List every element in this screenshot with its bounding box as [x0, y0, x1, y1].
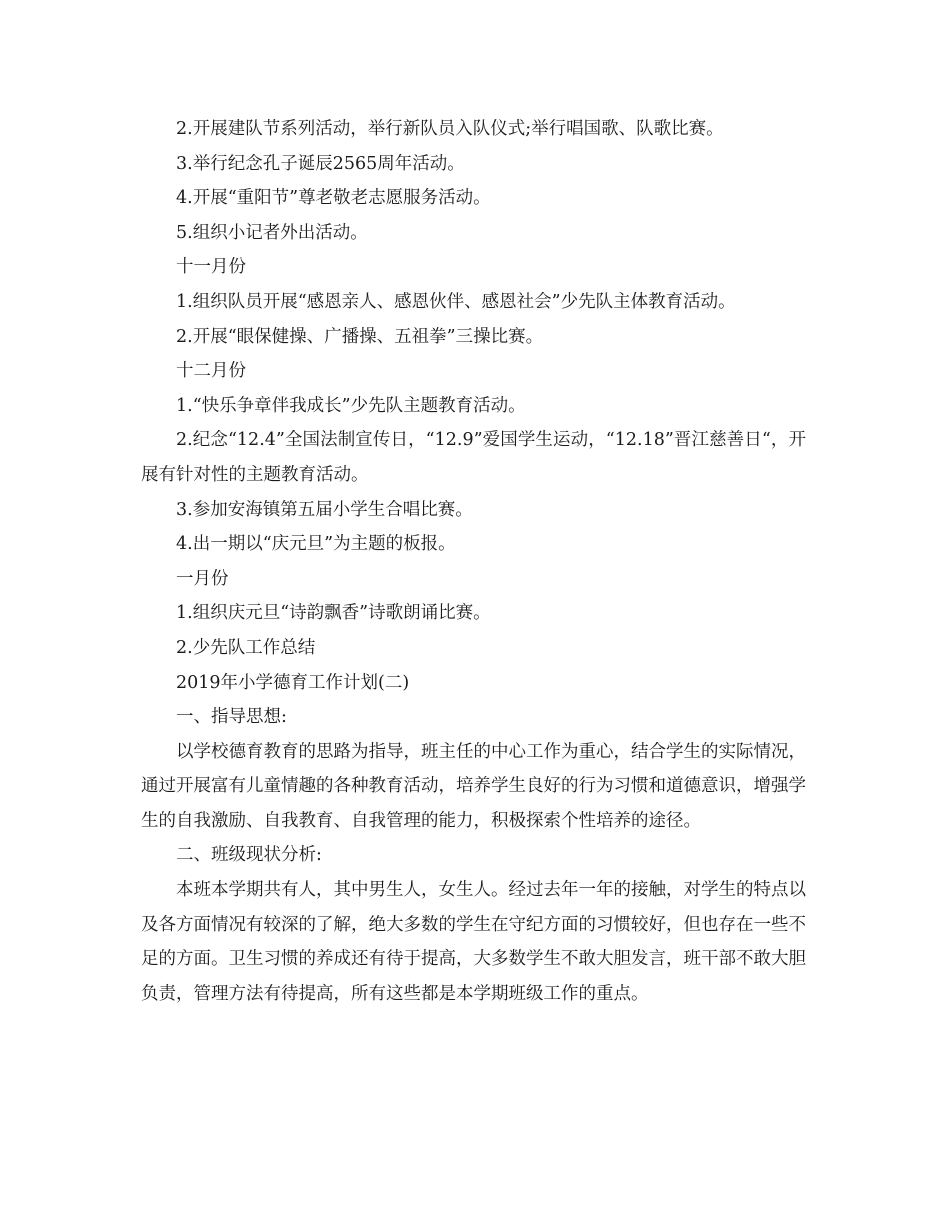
list-item: 2.开展“眼保健操、广播操、五祖拳”三操比赛。	[176, 326, 544, 347]
list-item: 1.“快乐争章伴我成长”少先队主题教育活动。	[176, 395, 526, 416]
document-title: 2019年小学德育工作计划(二)	[176, 672, 410, 693]
list-item: 1.组织队员开展“感恩亲人、感恩伙伴、感恩社会”少先队主体教育活动。	[176, 291, 736, 312]
list-item: 3.参加安海镇第五届小学生合唱比赛。	[176, 499, 473, 520]
section-heading-analysis: 二、班级现状分析:	[176, 845, 322, 866]
list-item-paragraph: 2.纪念“12.4”全国法制宣传日，“12.9”爱国学生运动，“12.18”晋江慈善日“，开展有针对性的主题教育活动。	[141, 430, 806, 485]
month-heading-january: 一月份	[176, 568, 229, 589]
paragraph-guiding: 以学校德育教育的思路为指导，班主任的中心工作为重心，结合学生的实际情况，通过开展富有儿童情趣的各种教育活动，培养学生良好的行为习惯和道德意识，增强学生的自我激励、自我教育、自我管理的能力，积极探索个性培养的途径。	[141, 741, 806, 831]
list-item: 3.举行纪念孔子诞辰2565周年活动。	[176, 153, 465, 174]
list-item: 2.开展建队节系列活动，举行新队员入队仪式;举行唱国歌、队歌比赛。	[176, 119, 724, 139]
list-item: 1.组织庆元旦“诗韵飘香”诗歌朗诵比赛。	[176, 603, 491, 624]
list-item: 2.少先队工作总结	[176, 637, 316, 658]
month-heading-november: 十一月份	[176, 257, 246, 278]
paragraph-analysis: 本班本学期共有人，其中男生人，女生人。经过去年一年的接触，对学生的特点以及各方面情况有较深的了解，绝大多数的学生在守纪方面的习惯较好，但也存在一些不足的方面。卫生习惯的养成还有待于提高，大多数学生不敢大胆发言，班干部不敢大胆负责，管理方法有待提高，所有这些都是本学期班级工作的重点。	[141, 880, 806, 1004]
month-heading-december: 十二月份	[176, 361, 246, 382]
list-item: 5.组织小记者外出活动。	[176, 222, 368, 243]
list-item: 4.出一期以“庆元旦”为主题的板报。	[176, 534, 456, 555]
document-page	[141, 112, 806, 1011]
list-item: 4.开展“重阳节”尊老敬老志愿服务活动。	[176, 188, 491, 209]
section-heading-guiding: 一、指导思想:	[176, 707, 287, 728]
